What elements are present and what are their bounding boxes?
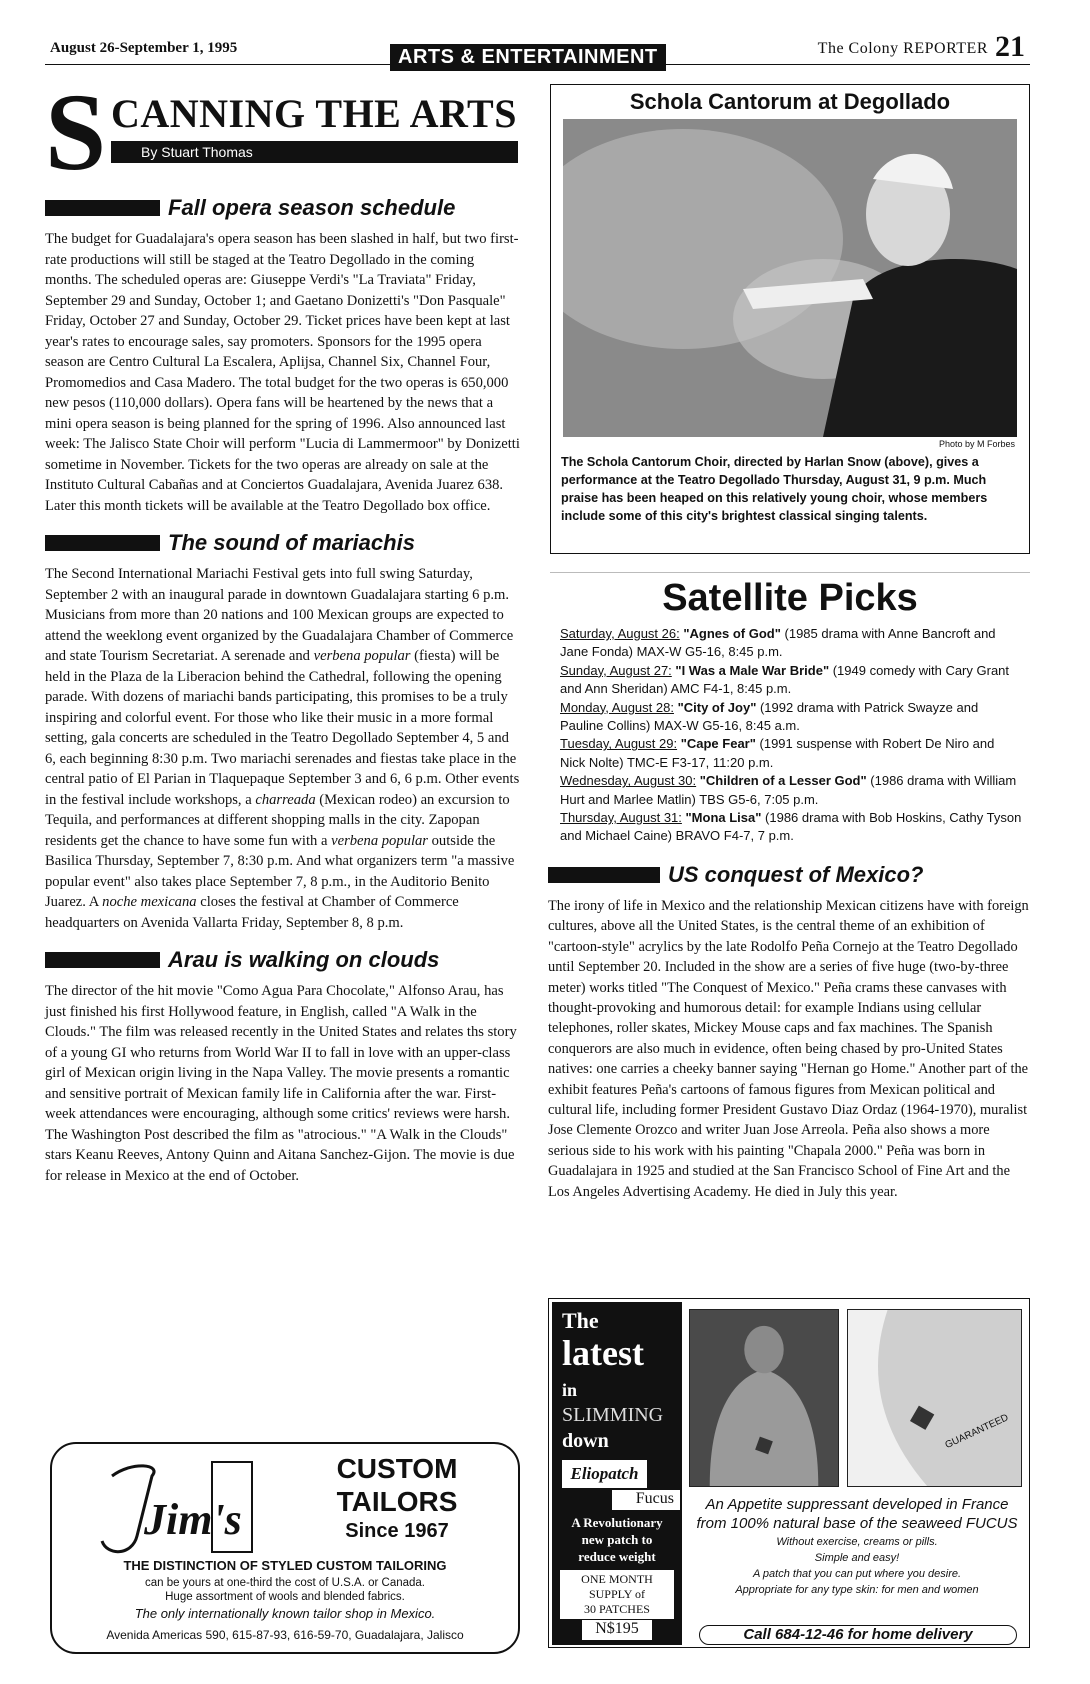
article-opera xyxy=(45,195,520,516)
fucus-patch-ad xyxy=(548,1298,1030,1648)
ad-detail-line: Huge assortment of wools and blended fabrics. xyxy=(165,1591,405,1603)
italic-term: noche mexicana xyxy=(102,894,197,910)
body-segment: closes the festival at Chamber of Commerce headquarters on Avenida Vallarta Friday, September 8, 8 p.m. xyxy=(45,894,459,931)
brand-subname: Fucus xyxy=(612,1490,680,1510)
ad-address: Avenida Americas 590, 615-87-93, 616-59-70, Guadalajara, Jalisco xyxy=(106,1628,464,1642)
heading-bar xyxy=(45,952,160,968)
italic-term: verbena popular xyxy=(313,648,411,664)
woman-hip-photo xyxy=(847,1309,1022,1487)
pick-day: Wednesday, August 30: xyxy=(560,773,697,789)
article-title: Arau is walking on clouds xyxy=(168,947,440,972)
ad-since: Since 1967 xyxy=(345,1520,449,1542)
paper-name: The Colony REPORTER xyxy=(817,40,988,57)
satellite-title: Satellite Picks xyxy=(662,577,918,619)
article-heading xyxy=(548,862,1030,888)
masthead-title: CANNING THE ARTS xyxy=(111,91,517,136)
article-heading xyxy=(45,530,520,556)
left-column xyxy=(45,71,520,1200)
ad-word: SLIMMING xyxy=(562,1404,664,1426)
photo-caption: The Schola Cantorum Choir, directed by Harlan Snow (above), gives a performance at the Teatro Degollado Thursday, August 31, 9 p.m. Much praise has been heaped on this relatively young choir, whose members include some of this city's brightest classical singing talents. xyxy=(561,455,988,523)
ad-line: reduce weight xyxy=(578,1549,656,1564)
column-masthead xyxy=(45,71,520,195)
italic-term: verbena popular xyxy=(331,832,428,849)
ad-copy xyxy=(689,1495,1025,1598)
pick-day: Saturday, August 26: xyxy=(560,626,680,641)
ad-copy-line: Without exercise, creams or pills. xyxy=(776,1536,938,1548)
article-heading xyxy=(45,947,520,973)
ad-claim: The only internationally known tailor shop in Mexico. xyxy=(134,1606,436,1621)
article-mariachi xyxy=(45,530,520,933)
man-back-photo xyxy=(689,1309,839,1487)
article-heading xyxy=(45,195,520,221)
pick-film: "City of Joy" xyxy=(677,699,757,715)
pick-day: Thursday, August 31: xyxy=(560,810,682,826)
page-number: 21 xyxy=(995,30,1025,63)
article-body xyxy=(45,564,520,933)
body-segment: (Mexican rodeo) an excursion to Tequila, and performances at different shopping malls in the city. Zapopan residents get the chance to have some fun with a xyxy=(45,791,510,849)
ad-headline-line: CUSTOM xyxy=(336,1453,458,1484)
pick-film: "Children of a Lesser God" xyxy=(699,773,867,789)
list-item xyxy=(560,773,1016,806)
guaranteed-stamp: GUARANTEED xyxy=(943,1412,1011,1452)
heading-bar xyxy=(45,200,160,216)
heading-bar xyxy=(548,867,660,883)
header-rule xyxy=(45,64,1030,65)
ad-line: SUPPLY of xyxy=(588,1587,646,1601)
price-badge: N$195 xyxy=(582,1620,652,1640)
article-conquest xyxy=(548,862,1030,1202)
body-segment: The Second International Mariachi Festival gets into full swing Saturday, September 2 with an inaugural parade in downtown Guadalajara starting 6 p.m. Musicians from more than 20 nations and 100 Mexican groups are expected to attend the weeklong event organized by the Guadalajara Chamber of Commerce and state Tourism Secretariat. A serenade and xyxy=(45,566,514,664)
list-item xyxy=(560,736,994,769)
pick-info: (1992 drama with Patrick Swayze and Pauline Collins) MAX-W G5-16, 8:45 a.m. xyxy=(560,699,979,734)
list-item xyxy=(560,810,1021,843)
page-header xyxy=(45,30,1030,70)
jims-tailors-ad xyxy=(50,1442,520,1654)
pick-info: (1986 drama with William Hurt and Marlee Matlin) TBS G5-6, 7:05 p.m. xyxy=(560,773,1017,807)
photo-feature-title: Schola Cantorum at Degollado xyxy=(629,89,951,114)
photo-feature xyxy=(550,84,1030,554)
list-item xyxy=(560,700,978,733)
ad-line: 30 PATCHES xyxy=(584,1602,650,1616)
pick-film: "Agnes of God" xyxy=(683,626,781,641)
ad-detail-line: can be yours at one-third the cost of U.S.A. or Canada. xyxy=(145,1577,425,1589)
masthead-initial: S xyxy=(45,71,107,193)
issue-date: August 26-September 1, 1995 xyxy=(50,40,238,56)
ad-copy-line: Appropriate for any type skin: for men and women xyxy=(735,1584,979,1596)
ad-copy-headline: An Appetite suppressant developed in France from 100% natural base of the seaweed FUCUS xyxy=(696,1496,1018,1532)
ad-black-panel xyxy=(552,1302,682,1645)
conductor-photo xyxy=(563,119,1017,437)
ad-word: latest xyxy=(562,1333,644,1373)
article-title: US conquest of Mexico? xyxy=(668,862,924,887)
satellite-picks xyxy=(550,572,1030,855)
list-item xyxy=(560,663,1009,696)
ad-revolutionary xyxy=(554,1514,680,1565)
article-title: The sound of mariachis xyxy=(168,530,415,555)
pick-film: "Cape Fear" xyxy=(680,736,756,752)
article-arau xyxy=(45,947,520,1186)
ad-line: ONE MONTH xyxy=(581,1572,653,1586)
pick-film: "I Was a Male War Bride" xyxy=(675,662,830,678)
ad-line: new patch to xyxy=(581,1532,653,1547)
italic-term: charreada xyxy=(255,791,316,808)
ad-line: A Revolutionary xyxy=(571,1515,663,1530)
pick-day: Sunday, August 27: xyxy=(560,662,672,678)
ad-word: in xyxy=(562,1380,578,1400)
pick-info: (1985 drama with Anne Bancroft and Jane Fonda) MAX-W G5-16, 8:45 p.m. xyxy=(560,626,996,660)
ad-copy-line: A patch that you can put where you desire. xyxy=(752,1568,962,1580)
article-body: The budget for Guadalajara's opera season has been slashed in half, but two first-rate productions will still be staged at the Teatro Degollado in the coming months. The scheduled operas are: Giuseppe Verdi's "La Traviata" Friday, September 29 and Sunday, October 1; and Gaetano Donizetti's "Don Pasquale" Friday, October 27 and Sunday, October 29. Ticket prices have been kept at last year's rates to encourage sales, say promoters. Sponsors for the 1995 opera season are Centro Cultural La Escalera, Aplijsa, Channel Six, Channel Four, Promomedios and Casa Madero. The total budget for the two operas is 650,000 new pesos (110,000 dollars). Opera fans will be heartened by the news that a mini opera season is being planned for the spring of 1996. Also announced last week: The Jalisco State Choir will perform "Lucia di Lammermoor" by Donizetti sometime in November. Tickets for the two operas are already on sale at the Instituto Cultural Cabañas and at Conciertos Guadalajara, Avenida Juarez 638. Later this month tickets will be available at the Teatro Degollado box office. xyxy=(45,231,520,514)
ad-word: down xyxy=(562,1430,609,1452)
body-segment: (fiesta) will be held in the Plaza de la Liberacion behind the Cathedral, following the opening parade. With dozens of mariachi bands participating, this promises to be a truly inspiring and colorful event. For those who like their music in a more formal setting, gala concerts are scheduled in the Teatro Degollado September 4, 5 and 6, each beginning 8:30 p.m. Two mariachi serenades and fiestas take place in the central patio of El Parian in Tlaquepaque September 3 and 6, 6 p.m. Other events in the festival include workshops, a xyxy=(45,648,520,808)
byline: By Stuart Thomas xyxy=(111,141,518,163)
ad-headline xyxy=(302,1452,492,1518)
heading-bar xyxy=(45,535,160,551)
brand-logo: Eliopatch xyxy=(562,1460,647,1488)
ad-details xyxy=(62,1576,508,1604)
call-to-action: Call 684-12-46 for home delivery xyxy=(699,1625,1017,1645)
article-title: Fall opera season schedule xyxy=(168,195,456,220)
section-label: ARTS & ENTERTAINMENT xyxy=(390,44,666,71)
article-body: The director of the hit movie "Como Agua Para Chocolate," Alfonso Arau, has just finished his first Hollywood feature, in English, called "A Walk in the Clouds." The film was released recently in the United States and relates ths story of a young GI who returns from World War II to fall in love with an upper-class girl of Mexican origin living in the Napa Valley. The movie presents a romantic and sensitive portrait of Mexican family life in California after the war. First-week attendances were encouraging, although some critics' reviews were harsh. The Washington Post described the film as "atrocious." "A Walk in the Clouds" stars Keanu Reeves, Antony Quinn and Aitana Sanchez-Gijon. The movie is due for release in Mexico at the end of October. xyxy=(45,983,517,1184)
supply-badge xyxy=(560,1570,674,1619)
ad-headline-line: TAILORS xyxy=(336,1486,458,1517)
pick-day: Monday, August 28: xyxy=(560,699,674,715)
jims-logo xyxy=(92,1456,272,1564)
pick-info: (1986 drama with Bob Hoskins, Cathy Tyson and Michael Caine) BRAVO F4-7, 7 p.m. xyxy=(560,810,1022,844)
pick-film: "Mona Lisa" xyxy=(685,810,762,826)
pick-info: (1991 suspense with Robert De Niro and Nick Nolte) TMC-E F3-17, 11:20 p.m. xyxy=(560,736,995,770)
pick-day: Tuesday, August 29: xyxy=(560,736,678,752)
body-segment: outside the Basilica Thursday, September 7, 8:30 p.m. And what organizers term "a massive popular event" also takes place September 7, 8 p.m., in the Auditorio Benito Juarez. A xyxy=(45,832,515,910)
pick-info: (1949 comedy with Cary Grant and Ann Sheridan) AMC F4-1, 8:45 p.m. xyxy=(560,662,1010,697)
jims-logo-text: Jim's xyxy=(144,1495,242,1544)
article-body: The irony of life in Mexico and the relationship Mexican citizens have with foreign cultures, above all the United States, is the central theme of an exhibition of "cartoon-style" acrylics by the late Rodolfo Peña Cornejo at the Teatro Degollado until September 20. Included in the show are a series of five huge (two-by-three meter) works titled "The Conquest of Mexico." Peña crams these canvases with thought-provoking and humorous detail: for example Indians using cellular telephones, roller skates, Mickey Mouse caps and fax machines. The Spanish conquerors are also much in evidence, often being chased by pro-United States natives: one carries a cheeky banner saying "Hernan go Home." Another part of the exhibit features Peña's cartoons of famous figures from Mexican political and cultural life, including former President Gustavo Diaz Ordaz (1964-1970), muralist Jose Clemente Orozco and writer Juan Jose Arreola. Peña also shows a more serious side to his work with his painting "Chapala 2000." Peña was born in Guadalajara in 1925 and studied at the San Francisco School of Fine Art and the Los Angeles Advertising Academy. He died in July this year. xyxy=(548,898,1029,1200)
photo-credit: Photo by M Forbes xyxy=(938,439,1015,449)
ad-tagline: THE DISTINCTION OF STYLED CUSTOM TAILORING xyxy=(123,1558,447,1573)
ad-word: The xyxy=(562,1308,599,1333)
ad-copy-line: Simple and easy! xyxy=(814,1552,900,1564)
satellite-list xyxy=(560,625,1022,846)
list-item xyxy=(560,626,996,659)
